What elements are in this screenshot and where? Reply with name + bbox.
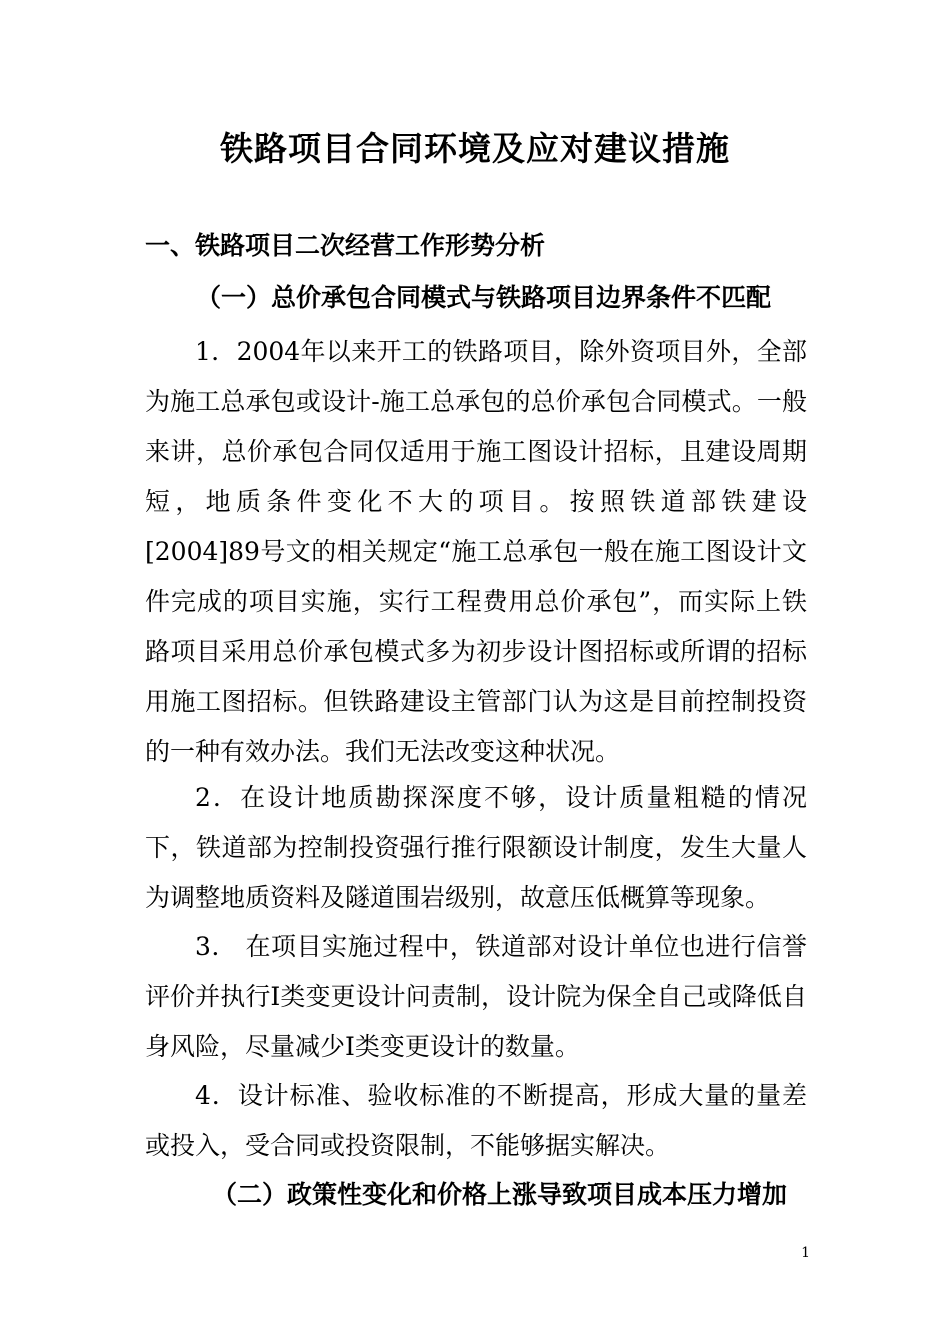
page-number: 1 xyxy=(801,1245,810,1261)
paragraph-2: 2．在设计地质勘探深度不够，设计质量粗糙的情况下，铁道部为控制投资强行推行限额设计制度，发生大量人为调整地质资料及隧道围岩级别，故意压低概算等现象。 xyxy=(145,783,807,912)
section-heading-1: 一、铁路项目二次经营工作形势分析 xyxy=(145,231,546,260)
paragraph-3: 3． 在项目实施过程中，铁道部对设计单位也进行信誉评价并执行Ⅰ类变更设计问责制，设计院为保全自己或降低自身风险，尽量减少Ⅰ类变更设计的数量。 xyxy=(145,932,807,1061)
document-title: 铁路项目合同环境及应对建议措施 xyxy=(220,129,730,168)
subsection-heading-2: （二）政策性变化和价格上涨导致项目成本压力增加 xyxy=(212,1180,788,1209)
paragraph-1: 1．2004年以来开工的铁路项目，除外资项目外，全部为施工总承包或设计-施工总承包的总价承包合同模式。一般来讲，总价承包合同仅适用于施工图设计招标，且建设周期短，地质条件变化不大的项目。按照铁道部铁建设[2004]89号文的相关规定“施工总承包一般在施工图设计文件完成的项目实施，实行工程费用总价承包”，而实际上铁路项目采用总价承包模式多为初步设计图招标或所谓的招标用施工图招标。但铁路建设主管部门认为这是目前控制投资的一种有效办法。我们无法改变这种状况。 xyxy=(145,337,807,766)
paragraph-4: 4．设计标准、验收标准的不断提高，形成大量的量差或投入，受合同或投资限制，不能够据实解决。 xyxy=(145,1081,807,1160)
subsection-heading-1: （一）总价承包合同模式与铁路项目边界条件不匹配 xyxy=(196,283,772,312)
